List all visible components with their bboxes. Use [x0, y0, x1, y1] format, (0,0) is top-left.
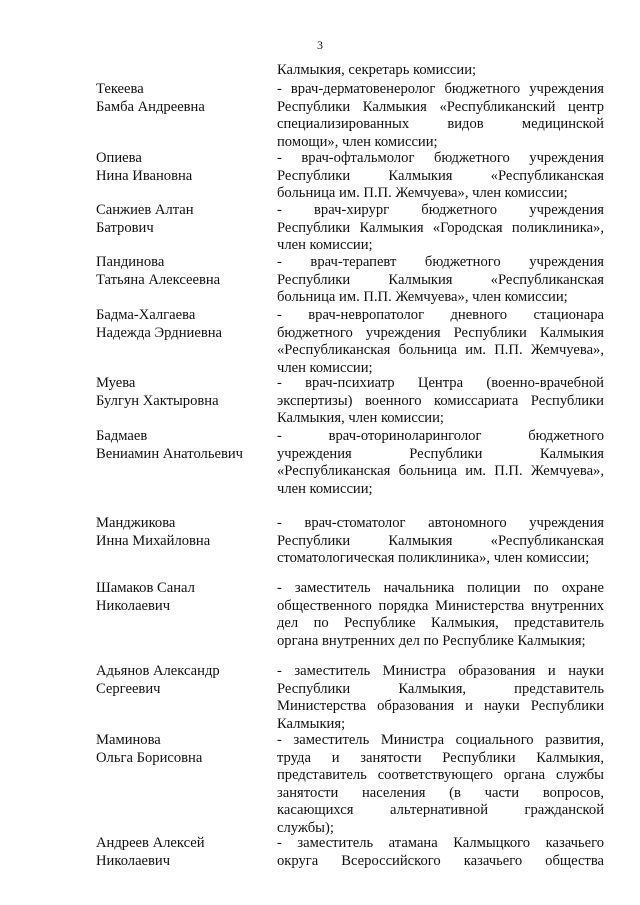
member-name-line-2: Татьяна Алексеевна — [96, 271, 221, 288]
member-role-line: - заместитель Министра социального развития, — [277, 732, 604, 748]
member-name-line-2: Ольга Борисовна — [96, 749, 203, 766]
member-role-line: - врач-оториноларинголог бюджетного — [277, 428, 604, 444]
page-number: 3 — [317, 38, 323, 52]
member-name-line-1: Опиева — [96, 150, 142, 166]
member-role-line: Республики Калмыкия «Городская поликлиника», — [277, 219, 604, 236]
member-name-line-2: Бамба Андреевна — [96, 98, 205, 115]
member-role-line: общественного порядка Министерства внутренних — [277, 597, 604, 614]
member-role-line: службы); — [277, 819, 334, 836]
member-role-line: Республики Калмыкия «Республиканская — [277, 532, 604, 549]
member-role-line: член комиссии; — [277, 237, 373, 253]
member-role-line: член комиссии; — [277, 480, 373, 497]
member-role-line: Калмыкия, член комиссии; — [277, 410, 444, 426]
member-name-line-2: Нина Ивановна — [96, 167, 193, 184]
member-role-line: «Республиканская больница им. П.П. Жемчуева», — [277, 342, 604, 358]
member-name-line-1: Манджикова — [96, 515, 176, 531]
member-role-line: Министерства образования и науки Республики — [277, 698, 604, 714]
member-role-line: представитель соответствующего органа службы — [277, 767, 604, 783]
member-role-line: - врач-терапевт бюджетного учреждения — [277, 254, 604, 270]
member-name-line-1: Бадмаев — [96, 428, 148, 444]
member-name-line-1: Бадма-Халгаева — [96, 307, 196, 323]
member-name-line-2: Батрович — [96, 219, 154, 236]
member-role-line: член комиссии; — [277, 359, 373, 376]
member-role-line: - врач-хирург бюджетного учреждения — [277, 202, 604, 218]
member-role-line: - врач-стоматолог автономного учреждения — [277, 515, 604, 531]
member-role-line: Республики Калмыкия «Республиканская — [277, 271, 604, 288]
member-role-line: - врач-дерматовенеролог бюджетного учреждения — [277, 81, 604, 97]
intro-line: Калмыкия, секретарь комиссии; — [277, 62, 477, 78]
member-name-line-1: Муева — [96, 375, 136, 391]
member-role-line: Республики Калмыкия, представитель — [277, 680, 604, 697]
member-role-line: - врач-офтальмолог бюджетного учреждения — [277, 150, 604, 166]
member-role-line: стоматологическая поликлиника», член комиссии; — [277, 550, 590, 566]
member-role-line: учреждения Республики Калмыкия — [277, 445, 604, 462]
member-name-line-2: Вениамин Анатольевич — [96, 445, 244, 462]
member-role-line: Республики Калмыкия «Республиканская — [277, 167, 604, 184]
member-role-line: - заместитель атамана Калмыцкого казачьего — [277, 835, 604, 851]
member-name-line-2: Надежда Эрдниевна — [96, 324, 222, 341]
member-name-line-1: Санжиев Алтан — [96, 202, 194, 218]
member-name-line-1: Маминова — [96, 732, 161, 748]
member-role-line: «Республиканская больница им. П.П. Жемчуева», — [277, 463, 604, 479]
member-role-line: помощи», член комиссии; — [277, 133, 438, 150]
member-role-line: занятости населения (в части вопросов, — [277, 784, 604, 801]
member-name-line-1: Андреев Алексей — [96, 835, 205, 851]
member-name-line-1: Текеева — [96, 81, 144, 97]
member-role-line: экспертизы) военного комиссариата Республики — [277, 392, 604, 409]
member-role-line: Республики Калмыкия «Республиканский центр — [277, 98, 604, 115]
member-name-line-2: Николаевич — [96, 852, 171, 869]
member-role-line: - заместитель Министра образования и науки — [277, 663, 604, 679]
member-name-line-1: Адьянов Александр — [96, 663, 220, 679]
member-name-line-1: Шамаков Санал — [96, 580, 195, 596]
member-name-line-2: Сергеевич — [96, 680, 161, 697]
member-role-line: больница им. П.П. Жемчуева», член комиссии; — [277, 185, 568, 201]
member-role-line: органа внутренних дел по Республике Калмыкия; — [277, 632, 586, 649]
member-role-line: бюджетного учреждения Республики Калмыкия — [277, 324, 604, 341]
member-name-line-2: Инна Михайловна — [96, 532, 211, 549]
member-role-line: труда и занятости Республики Калмыкия, — [277, 749, 604, 766]
member-role-line: - врач-невропатолог дневного стационара — [277, 307, 604, 323]
member-name-line-2: Николаевич — [96, 597, 171, 614]
member-role-line: - врач-психиатр Центра (военно-врачебной — [277, 375, 604, 391]
member-role-line: больница им. П.П. Жемчуева», член комиссии; — [277, 289, 568, 305]
member-role-line: касающихся альтернативной гражданской — [277, 802, 604, 818]
member-name-line-2: Булгун Хактыровна — [96, 392, 219, 409]
member-role-line: округа Всероссийского казачьего общества — [277, 852, 604, 869]
member-name-line-1: Пандинова — [96, 254, 165, 270]
member-role-line: Калмыкия; — [277, 715, 346, 732]
member-role-line: - заместитель начальника полиции по охране — [277, 580, 604, 596]
member-role-line: дел по Республике Калмыкия, представитель — [277, 615, 604, 631]
member-role-line: специализированных видов медицинской — [277, 116, 604, 132]
